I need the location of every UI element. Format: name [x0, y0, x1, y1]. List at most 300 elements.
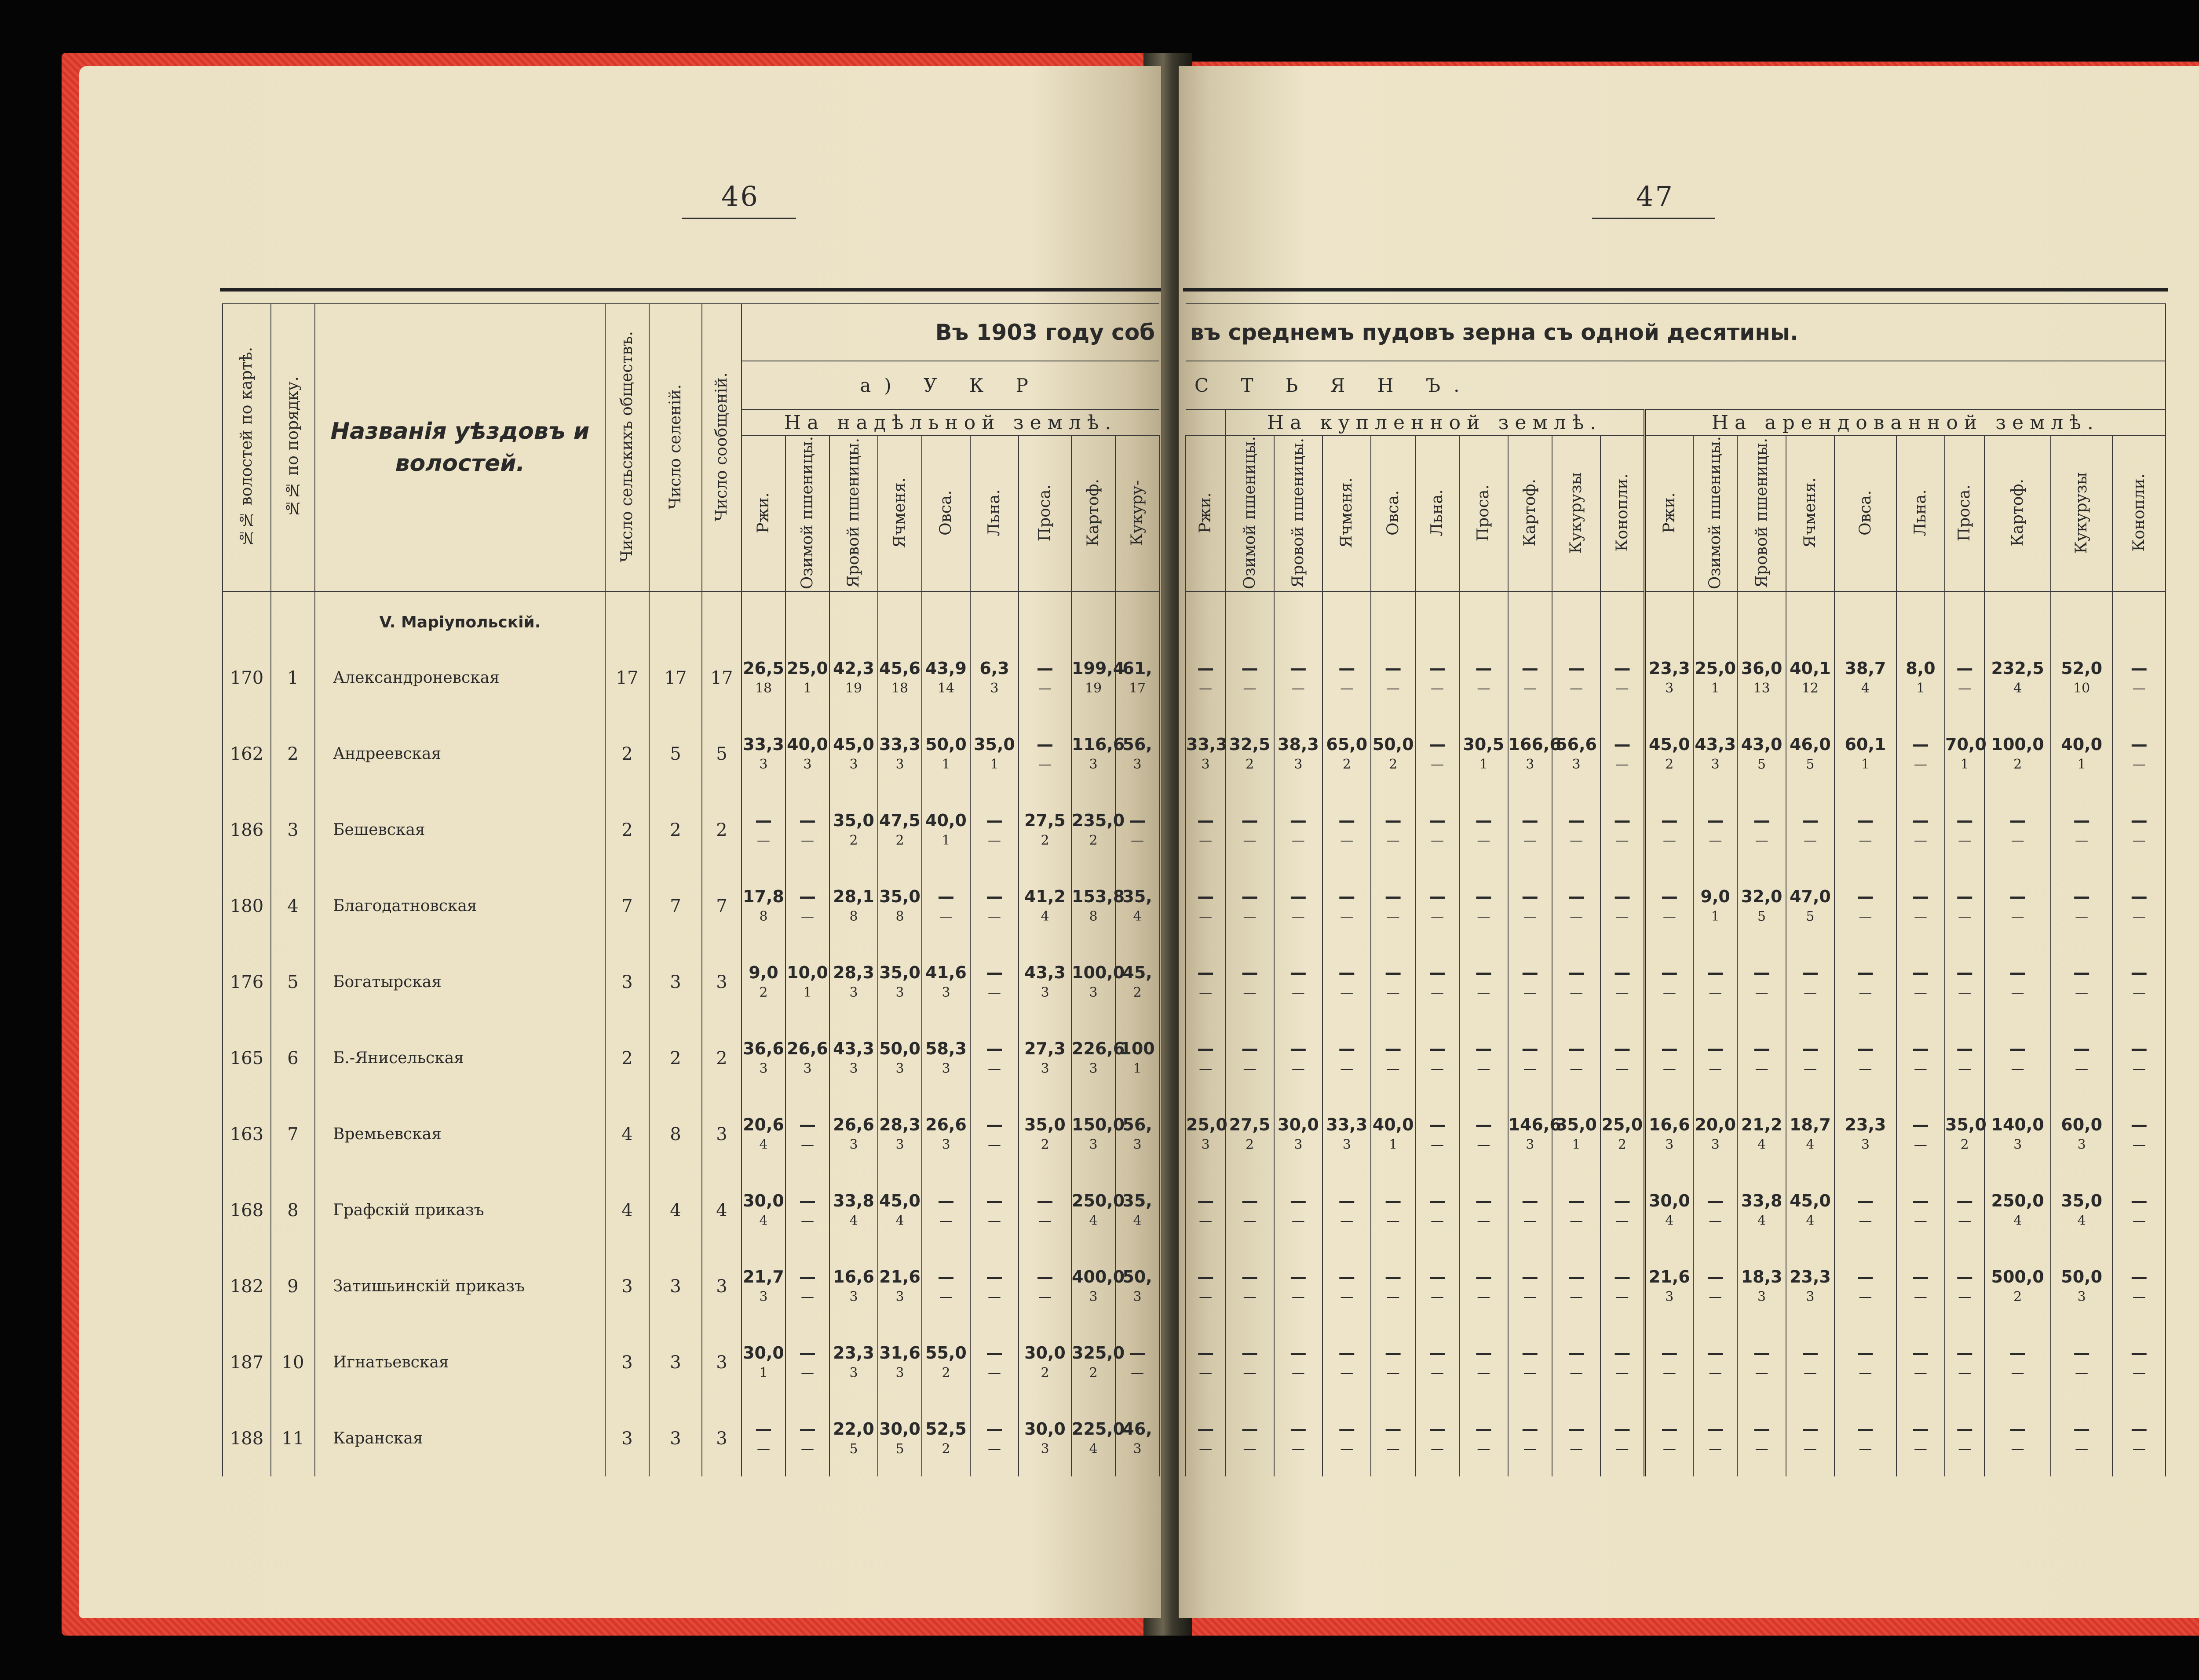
- cell-arend-7-yield: 250,0: [1991, 1191, 2044, 1210]
- cell-kuplen-5: [1415, 944, 1459, 1020]
- cell-nadel-8-count: —: [1131, 1365, 1144, 1381]
- cell-kuplen-7-yield: —: [1521, 962, 1538, 982]
- cell-arend-6: [1945, 1400, 1984, 1476]
- cell-nadel-7-count: 3: [1089, 756, 1098, 772]
- cell-kuplen-1: [1225, 1020, 1274, 1096]
- cell-nadel-6: [1019, 640, 1071, 716]
- cell-kuplen-0-yield: —: [1197, 810, 1214, 830]
- cell-arend-1-count: 1: [1711, 680, 1720, 696]
- cell-arend-2-yield: 36,0: [1741, 658, 1783, 678]
- cell-arend-6-yield: —: [1956, 1267, 1973, 1286]
- cell-kuplen-5: [1415, 1020, 1459, 1096]
- section-right-empty-13: [1786, 591, 1834, 640]
- cell-kuplen-4-count: —: [1386, 1289, 1400, 1305]
- cell-kuplen-8: [1552, 1172, 1600, 1248]
- cell-kuplen-4-yield: 50,0: [1372, 734, 1414, 754]
- cell-nadel-2: [829, 944, 878, 1020]
- cell-nadel-6-count: —: [1038, 756, 1052, 772]
- cell-arend-5-count: —: [1914, 832, 1927, 848]
- cell-kuplen-5: [1415, 1096, 1459, 1172]
- row-volost-name: Благодатновская: [315, 868, 605, 944]
- crop-header-kuplen-9: Конопли.: [1600, 436, 1644, 591]
- cell-kuplen-0-count: —: [1199, 1213, 1213, 1228]
- cell-nadel-2: [829, 1248, 878, 1324]
- cell-kuplen-1-yield: —: [1241, 962, 1258, 982]
- cell-kuplen-9-count: —: [1615, 680, 1629, 696]
- cell-kuplen-2: [1274, 716, 1322, 792]
- cell-arend-8-yield: —: [2073, 962, 2090, 982]
- cell-kuplen-7: [1508, 1324, 1552, 1400]
- cell-nadel-6-count: 4: [1041, 908, 1049, 924]
- cell-nadel-8-count: —: [1131, 832, 1144, 848]
- cell-kuplen-6-count: —: [1477, 1289, 1490, 1305]
- cell-nadel-7-count: 19: [1085, 680, 1102, 696]
- cell-nadel-3-yield: 28,3: [879, 1115, 921, 1134]
- cell-kuplen-0-yield: —: [1197, 1343, 1214, 1363]
- cell-nadel-2-yield: 26,6: [833, 1115, 874, 1134]
- cell-arend-2-yield: —: [1753, 1419, 1770, 1439]
- cell-kuplen-4-count: 1: [1389, 1137, 1398, 1152]
- section-heading: V. Маріупольскій.: [315, 591, 605, 640]
- cell-nadel-7-yield: 325,0: [1072, 1343, 1125, 1363]
- cell-arend-8: [2051, 944, 2113, 1020]
- cell-kuplen-7: [1508, 1020, 1552, 1096]
- cell-kuplen-8: [1552, 944, 1600, 1020]
- cell-arend-8-yield: 40,0: [2061, 734, 2103, 754]
- cell-nadel-2-count: 3: [849, 1365, 858, 1381]
- cell-kuplen-1-count: —: [1243, 1213, 1257, 1228]
- cell-kuplen-1: [1225, 716, 1274, 792]
- cell-arend-9-count: —: [2132, 1289, 2146, 1305]
- cell-kuplen-9: [1600, 716, 1644, 792]
- cell-nadel-1-yield: —: [799, 1267, 816, 1286]
- cell-nadel-1-yield: 26,6: [787, 1039, 828, 1058]
- crop-header-nadel-8: Кукуру-: [1115, 436, 1159, 591]
- cell-arend-1: [1693, 792, 1737, 868]
- cell-kuplen-0-yield: —: [1197, 886, 1214, 906]
- cell-arend-6: [1945, 1324, 1984, 1400]
- section-right-empty-14: [1834, 591, 1896, 640]
- cell-kuplen-6: [1459, 716, 1508, 792]
- cell-nadel-5: [970, 944, 1019, 1020]
- cell-nadel-3-count: 5: [895, 1441, 904, 1457]
- cell-kuplen-6-count: —: [1477, 1137, 1490, 1152]
- cell-nadel-6-count: 3: [1041, 1441, 1049, 1457]
- cell-nadel-1-yield: —: [799, 1191, 816, 1210]
- cell-kuplen-3: [1322, 868, 1371, 944]
- cell-arend-2-yield: 18,3: [1741, 1267, 1783, 1286]
- cell-arend-9-count: —: [2132, 756, 2146, 772]
- cell-nadel-0-count: 3: [759, 1289, 768, 1305]
- cell-kuplen-4-yield: —: [1384, 1419, 1402, 1439]
- row-reports: 3: [702, 1248, 742, 1324]
- crop-header-nadel-6: Проса.: [1019, 436, 1071, 591]
- cell-kuplen-3-yield: —: [1338, 1039, 1355, 1058]
- cell-nadel-2: [829, 1096, 878, 1172]
- cell-arend-5-yield: —: [1912, 1115, 1929, 1134]
- cell-kuplen-0: [1186, 1324, 1225, 1400]
- cell-nadel-6-yield: —: [1037, 658, 1053, 678]
- cell-nadel-4-yield: 52,5: [925, 1419, 967, 1439]
- cell-arend-8-count: 3: [2077, 1137, 2086, 1152]
- cell-kuplen-9-yield: 25,0: [1601, 1115, 1643, 1134]
- header-arend: На арендованной землѣ.: [1645, 409, 2166, 436]
- cell-nadel-0-count: 1: [759, 1365, 768, 1381]
- cell-kuplen-0-yield: —: [1197, 1039, 1214, 1058]
- cell-kuplen-9-yield: —: [1614, 886, 1631, 906]
- cell-kuplen-0-count: —: [1199, 984, 1213, 1000]
- cell-kuplen-2-yield: —: [1289, 810, 1307, 830]
- cell-nadel-1: [785, 792, 829, 868]
- cell-nadel-6-yield: 41,2: [1024, 886, 1066, 906]
- section-right-empty-15: [1896, 591, 1945, 640]
- cell-nadel-4-count: 3: [942, 1137, 950, 1152]
- cell-arend-2-count: 13: [1753, 680, 1770, 696]
- cell-arend-7-count: —: [2011, 1365, 2024, 1381]
- cell-arend-0: [1645, 944, 1693, 1020]
- cell-arend-7: [1984, 1248, 2051, 1324]
- cell-kuplen-4: [1371, 1096, 1415, 1172]
- cell-arend-1-yield: —: [1707, 962, 1724, 982]
- cell-arend-2-count: 5: [1757, 756, 1766, 772]
- cell-nadel-2-count: 3: [849, 1137, 858, 1152]
- cell-arend-9-yield: —: [2130, 810, 2148, 830]
- cell-arend-3-count: 12: [1801, 680, 1819, 696]
- cell-nadel-2: [829, 716, 878, 792]
- crop-header-kuplen-5: Льна.: [1415, 436, 1459, 591]
- cell-nadel-0-count: —: [757, 832, 770, 848]
- cell-nadel-4: [922, 1020, 970, 1096]
- cell-kuplen-3-count: —: [1340, 908, 1354, 924]
- cell-arend-0-count: —: [1662, 1060, 1676, 1076]
- cell-arend-1-yield: —: [1707, 1343, 1724, 1363]
- cell-kuplen-8-yield: —: [1568, 962, 1585, 982]
- cell-kuplen-8: [1552, 640, 1600, 716]
- cell-kuplen-1-count: —: [1243, 680, 1257, 696]
- cell-arend-0: [1645, 1096, 1693, 1172]
- cell-arend-8-count: —: [2075, 832, 2089, 848]
- cell-nadel-2-count: 8: [849, 908, 858, 924]
- cell-kuplen-5-yield: —: [1429, 962, 1446, 982]
- cell-kuplen-0: [1186, 1020, 1225, 1096]
- cell-arend-3-yield: —: [1801, 1039, 1819, 1058]
- cell-kuplen-2-count: 3: [1294, 1137, 1303, 1152]
- section-row: [223, 591, 1159, 640]
- crop-header-nadel-1: Озимой пшеницы.: [785, 436, 829, 591]
- cell-kuplen-1: [1225, 1172, 1274, 1248]
- cell-arend-6: [1945, 792, 1984, 868]
- cell-arend-4: [1834, 792, 1896, 868]
- cell-nadel-4-count: 14: [937, 680, 955, 696]
- cell-nadel-5-count: —: [988, 1365, 1001, 1381]
- cell-nadel-2-count: 3: [849, 1289, 858, 1305]
- cell-nadel-3: [878, 1020, 922, 1096]
- cell-arend-8: [2051, 716, 2113, 792]
- cell-kuplen-8-count: —: [1570, 1060, 1583, 1076]
- cell-arend-2-count: —: [1755, 832, 1768, 848]
- table-row-right: [1186, 1020, 2166, 1096]
- cell-arend-2-yield: —: [1753, 810, 1770, 830]
- cell-arend-6-count: —: [1958, 908, 1972, 924]
- cell-nadel-6-yield: 30,0: [1024, 1343, 1066, 1363]
- cell-kuplen-4-count: —: [1386, 908, 1400, 924]
- cell-nadel-2: [829, 1172, 878, 1248]
- cell-nadel-6: [1019, 1096, 1071, 1172]
- cell-kuplen-3: [1322, 716, 1371, 792]
- cell-nadel-1-yield: —: [799, 1115, 816, 1134]
- cell-arend-6-yield: —: [1956, 1419, 1973, 1439]
- cell-arend-5: [1896, 1172, 1945, 1248]
- cell-kuplen-6-count: —: [1477, 1060, 1490, 1076]
- cell-kuplen-4: [1371, 1400, 1415, 1476]
- cell-arend-2: [1737, 868, 1786, 944]
- cell-kuplen-7-count: 3: [1526, 1137, 1534, 1152]
- cell-kuplen-2-yield: 30,0: [1278, 1115, 1319, 1134]
- cell-kuplen-5-count: —: [1431, 1365, 1444, 1381]
- cell-kuplen-6-yield: —: [1475, 810, 1492, 830]
- cell-arend-5: [1896, 868, 1945, 944]
- cell-nadel-8-yield: —: [1129, 1343, 1146, 1363]
- cell-arend-6-count: —: [1958, 1289, 1972, 1305]
- cell-kuplen-0: [1186, 792, 1225, 868]
- cell-kuplen-8-yield: —: [1568, 1419, 1585, 1439]
- cell-nadel-0-yield: —: [755, 1419, 772, 1439]
- cell-kuplen-7-count: —: [1523, 984, 1537, 1000]
- cell-arend-1-yield: —: [1707, 1039, 1724, 1058]
- crop-header-arend-8: Кукурузы: [2051, 436, 2113, 591]
- cell-nadel-5: [970, 1172, 1019, 1248]
- cell-arend-9: [2112, 1096, 2166, 1172]
- cell-arend-4-count: —: [1859, 1289, 1872, 1305]
- cell-nadel-1-count: —: [801, 1289, 814, 1305]
- col-header-names: Названія уѣздовъ и волостей.: [315, 304, 605, 591]
- cell-arend-4-count: 3: [1861, 1137, 1870, 1152]
- cell-kuplen-4: [1371, 1172, 1415, 1248]
- cell-arend-2-count: 4: [1757, 1213, 1766, 1228]
- cell-kuplen-7-yield: —: [1521, 658, 1538, 678]
- row-volost-name: Андреевская: [315, 716, 605, 792]
- top-rule-right: [1183, 288, 2168, 292]
- section-right-empty-3: [1322, 591, 1371, 640]
- cell-nadel-4: [922, 868, 970, 944]
- cell-kuplen-7-yield: —: [1521, 1343, 1538, 1363]
- cell-arend-0-yield: —: [1661, 810, 1678, 830]
- col-header-order-number: №№ по порядку.: [271, 304, 315, 591]
- cell-nadel-2: [829, 1324, 878, 1400]
- cell-nadel-1: [785, 1172, 829, 1248]
- cell-arend-1: [1693, 1324, 1737, 1400]
- cell-arend-9: [2112, 1324, 2166, 1400]
- table-row: [223, 944, 1159, 1020]
- cell-nadel-5-yield: —: [986, 1343, 1003, 1363]
- cell-kuplen-4-count: —: [1386, 1365, 1400, 1381]
- cell-kuplen-5: [1415, 1324, 1459, 1400]
- cell-kuplen-2-yield: —: [1289, 1039, 1307, 1058]
- cell-arend-4-yield: 23,3: [1845, 1115, 1886, 1134]
- cell-arend-3-yield: 46,0: [1790, 734, 1831, 754]
- crop-header-nadel-0: Ржи.: [742, 436, 785, 591]
- cell-kuplen-9-count: 2: [1618, 1137, 1627, 1152]
- row-reports: 5: [702, 716, 742, 792]
- header-kuplen: На купленной землѣ.: [1225, 409, 1644, 436]
- cell-arend-5-count: —: [1914, 1060, 1927, 1076]
- cell-arend-3-count: —: [1803, 984, 1817, 1000]
- cell-nadel-3-count: 3: [895, 756, 904, 772]
- cell-nadel-7: [1071, 640, 1125, 716]
- cell-arend-3: [1786, 1020, 1834, 1096]
- cell-kuplen-1-yield: —: [1241, 1039, 1258, 1058]
- cell-arend-2: [1737, 1324, 1786, 1400]
- cell-arend-1-count: —: [1709, 1441, 1722, 1457]
- cell-kuplen-7-count: —: [1523, 832, 1537, 848]
- cell-kuplen-3-yield: —: [1338, 1191, 1355, 1210]
- cell-arend-1-yield: —: [1707, 1419, 1724, 1439]
- cell-kuplen-7-count: —: [1523, 908, 1537, 924]
- crop-header-arend-7: Картоф.: [1984, 436, 2051, 591]
- cell-kuplen-2-yield: —: [1289, 1267, 1307, 1286]
- cell-arend-7-yield: 500,0: [1991, 1267, 2044, 1286]
- cell-kuplen-5-yield: —: [1429, 658, 1446, 678]
- cell-nadel-0-count: 3: [759, 1060, 768, 1076]
- cell-kuplen-2-yield: —: [1289, 1343, 1307, 1363]
- crop-header-arend-6: Проса.: [1945, 436, 1984, 591]
- cell-kuplen-9-yield: —: [1614, 1419, 1631, 1439]
- cell-nadel-5-yield: —: [986, 962, 1003, 982]
- cell-arend-7-yield: —: [2009, 1419, 2026, 1439]
- cell-arend-9-yield: —: [2130, 1267, 2148, 1286]
- cell-nadel-7-count: 3: [1089, 984, 1098, 1000]
- cell-kuplen-7-yield: —: [1521, 810, 1538, 830]
- cell-kuplen-2-yield: —: [1289, 1419, 1307, 1439]
- cell-kuplen-7: [1508, 716, 1561, 792]
- cell-kuplen-2-count: —: [1291, 908, 1305, 924]
- col-header-villages: Число селеній.: [649, 304, 702, 591]
- cell-arend-3-count: —: [1803, 832, 1817, 848]
- row-villages: 2: [649, 1020, 702, 1096]
- cell-nadel-7-count: 4: [1089, 1441, 1098, 1457]
- cell-arend-7-yield: —: [2009, 810, 2026, 830]
- crop-header-kuplen-4: Овса.: [1371, 436, 1415, 591]
- cell-kuplen-3: [1322, 1248, 1371, 1324]
- table-row: [223, 1400, 1159, 1476]
- row-map-number: 182: [223, 1248, 271, 1324]
- cell-arend-9: [2112, 792, 2166, 868]
- cell-nadel-3-count: 18: [891, 680, 909, 696]
- cell-kuplen-2-yield: 38,3: [1278, 734, 1319, 754]
- cell-arend-7-count: 4: [2013, 1213, 2022, 1228]
- cell-kuplen-8-yield: —: [1568, 1343, 1585, 1363]
- cell-kuplen-6-yield: 30,5: [1463, 734, 1505, 754]
- cell-kuplen-9: [1600, 1324, 1644, 1400]
- cell-nadel-3-count: 3: [895, 1365, 904, 1381]
- cell-arend-1: [1693, 868, 1737, 944]
- cell-arend-8: [2051, 1096, 2113, 1172]
- cell-nadel-1-count: 3: [803, 756, 812, 772]
- row-villages: 2: [649, 792, 702, 868]
- cell-arend-6: [1945, 868, 1984, 944]
- cell-arend-4-count: —: [1859, 1365, 1872, 1381]
- section-right-empty-0: [1186, 591, 1225, 640]
- cell-nadel-3: [878, 1324, 922, 1400]
- row-volost-name: Графскій приказъ: [315, 1172, 605, 1248]
- row-reports: 3: [702, 1400, 742, 1476]
- section-right-empty-17: [1984, 591, 2051, 640]
- row-societies: 3: [605, 1324, 649, 1400]
- cell-arend-1: [1693, 1248, 1737, 1324]
- cell-arend-2: [1737, 1020, 1786, 1096]
- cell-nadel-5-count: —: [988, 1441, 1001, 1457]
- section-right-empty-2: [1274, 591, 1322, 640]
- cell-arend-0: [1645, 1248, 1693, 1324]
- cell-nadel-1-count: 1: [803, 680, 812, 696]
- cell-kuplen-8-count: 3: [1572, 756, 1581, 772]
- cell-arend-4-count: —: [1859, 832, 1872, 848]
- cell-nadel-5-count: 1: [990, 756, 999, 772]
- cell-arend-7-count: 2: [2013, 1289, 2022, 1305]
- cell-nadel-0: [742, 792, 785, 868]
- cell-arend-8-yield: 50,0: [2061, 1267, 2103, 1286]
- cell-nadel-1: [785, 1020, 829, 1096]
- cell-nadel-3: [878, 868, 922, 944]
- cell-arend-2-yield: 43,0: [1741, 734, 1783, 754]
- cell-kuplen-2: [1274, 1020, 1322, 1096]
- cell-arend-8: [2051, 1172, 2113, 1248]
- cell-arend-0-count: 3: [1665, 680, 1674, 696]
- cell-arend-6-yield: —: [1956, 1343, 1973, 1363]
- header-title-left: Въ 1903 году соб: [742, 304, 1159, 361]
- cell-arend-0-yield: 45,0: [1648, 734, 1690, 754]
- cell-kuplen-9-yield: —: [1614, 1039, 1631, 1058]
- cell-arend-7-count: —: [2011, 984, 2024, 1000]
- cell-nadel-2-yield: 43,3: [833, 1039, 874, 1058]
- cell-kuplen-6: [1459, 1324, 1508, 1400]
- row-villages: 3: [649, 944, 702, 1020]
- row-villages: 17: [649, 640, 702, 716]
- cell-arend-9-yield: —: [2130, 1419, 2148, 1439]
- cell-nadel-2-count: 19: [845, 680, 862, 696]
- cell-nadel-0-count: 8: [759, 908, 768, 924]
- cell-arend-3: [1786, 868, 1834, 944]
- crop-header-kuplen-8: Кукурузы: [1552, 436, 1600, 591]
- cell-arend-2: [1737, 944, 1786, 1020]
- cell-nadel-4-yield: 43,9: [925, 658, 967, 678]
- section-right-empty-11: [1693, 591, 1737, 640]
- cell-nadel-2-yield: 28,1: [833, 886, 874, 906]
- cell-nadel-1-count: —: [801, 1365, 814, 1381]
- cell-kuplen-8-yield: —: [1568, 810, 1585, 830]
- cell-kuplen-5: [1415, 716, 1459, 792]
- table-row: [223, 792, 1159, 868]
- cell-arend-5: [1896, 716, 1945, 792]
- cell-kuplen-1-count: —: [1243, 984, 1257, 1000]
- cell-nadel-7-yield: 199,4: [1072, 658, 1125, 678]
- cell-nadel-4-count: 2: [942, 1441, 950, 1457]
- cell-arend-4: [1834, 868, 1896, 944]
- cell-arend-7-yield: —: [2009, 962, 2026, 982]
- cell-kuplen-6-yield: —: [1475, 1267, 1492, 1286]
- cell-kuplen-6-count: —: [1477, 832, 1490, 848]
- cell-arend-4-yield: 60,1: [1845, 734, 1886, 754]
- table-row-right: [1186, 1248, 2166, 1324]
- cell-arend-9-yield: —: [2130, 886, 2148, 906]
- cell-arend-3-count: 4: [1806, 1137, 1815, 1152]
- table-row-right: [1186, 792, 2166, 868]
- cell-kuplen-9-yield: —: [1614, 734, 1631, 754]
- cell-arend-3-count: —: [1803, 1441, 1817, 1457]
- cell-kuplen-5-yield: —: [1429, 1039, 1446, 1058]
- cell-nadel-4-count: 1: [942, 756, 950, 772]
- cell-kuplen-8: [1552, 868, 1600, 944]
